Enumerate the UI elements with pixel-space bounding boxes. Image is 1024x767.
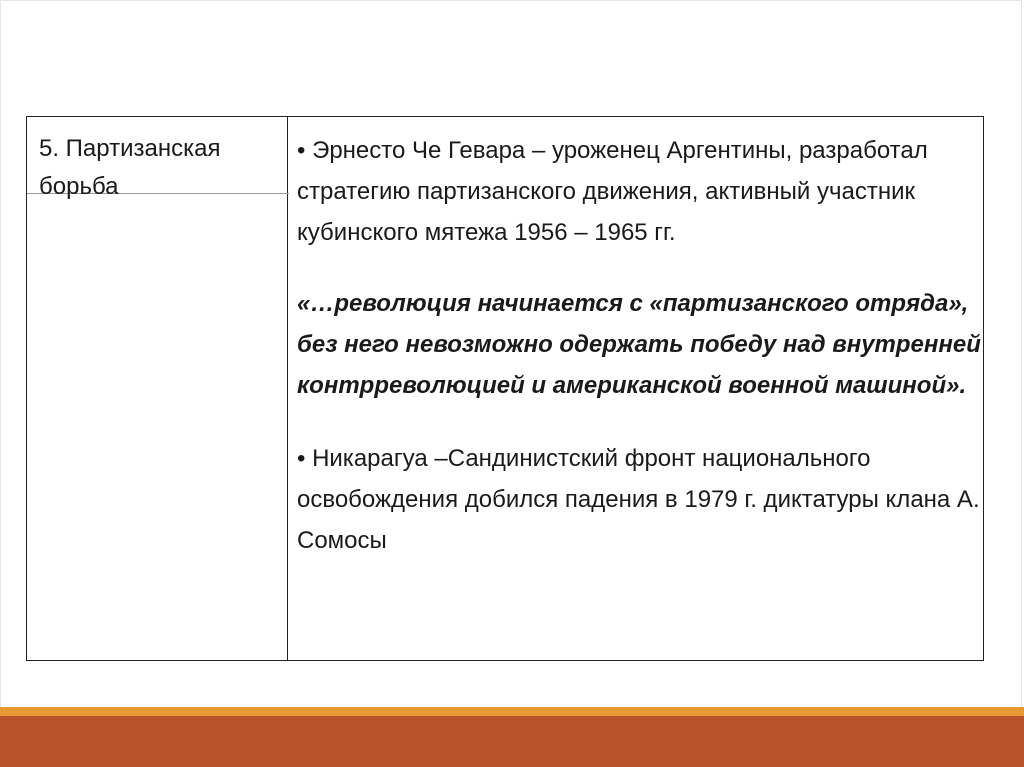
nicaragua-paragraph: • Никарагуа –Сандинистский фронт национального освобождения добился падения в 1979 г. диктатуры клана А. Сомосы [297, 445, 980, 554]
footer-accent-stripe [0, 707, 1024, 716]
che-guevara-paragraph: • Эрнесто Че Гевара – уроженец Аргентины, разработал стратегию партизанского движения, активный участник кубинского мятежа 1956 – 1965 гг. [297, 137, 928, 246]
content-table [26, 116, 984, 661]
topic-cell [39, 130, 279, 206]
column-divider [287, 117, 288, 660]
topic-label: 5. Партизанская борьба [39, 135, 221, 200]
footer-band [0, 716, 1024, 767]
description-cell [297, 130, 982, 561]
revolution-quote: «…революция начинается с «партизанского отряда», без него невозможно одержать победу над внутренней контрреволюцией и американской военной машиной». [297, 290, 981, 399]
